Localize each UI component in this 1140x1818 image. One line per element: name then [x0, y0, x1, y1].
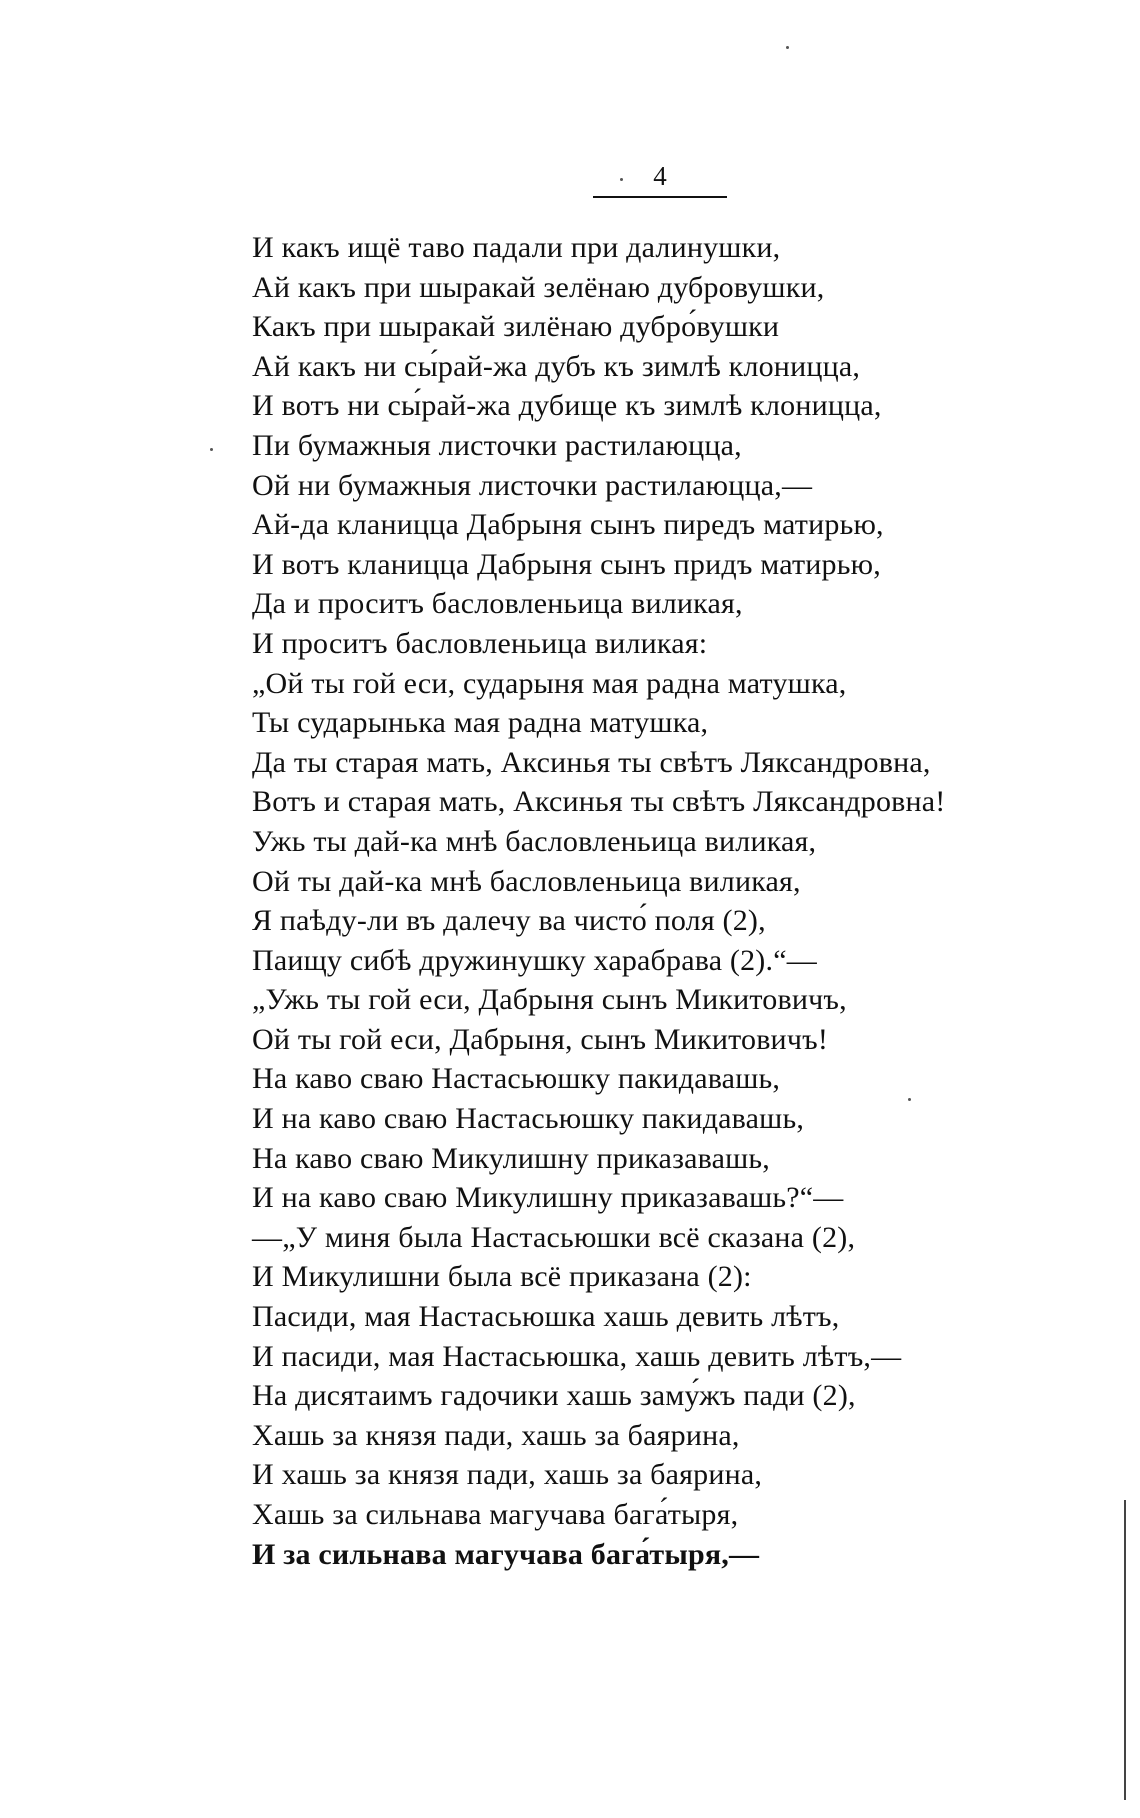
- scan-speck: [908, 1098, 911, 1101]
- verse-line: Паищу сибѣ дружинушку харабрава (2).“—: [252, 943, 817, 977]
- verse-line: Хашь за князя пади, хашь за баярина,: [252, 1418, 740, 1452]
- verse-line: И на каво сваю Микулишну приказавашь?“—: [252, 1181, 844, 1215]
- poem-text: [252, 228, 946, 1574]
- verse-line: Ой ты дай-ка мнѣ басловленьица виликая,: [252, 864, 801, 898]
- verse-line: Вотъ и старая мать, Аксинья ты свѣтъ Ляксандровна!: [252, 785, 946, 819]
- verse-line: И проситъ басловленьица виликая:: [252, 626, 708, 660]
- verse-line: И на каво сваю Настасьюшку пакидавашь,: [252, 1102, 805, 1136]
- verse-line: Ай какъ при шыракай зелёнаю дубровушки,: [252, 270, 825, 304]
- verse-line: Ой ни бумажныя листочки растилаюцца,—: [252, 468, 813, 502]
- page-edge-line: [1124, 1500, 1126, 1800]
- verse-line: Ты сударынька мая радна матушка,: [252, 706, 709, 740]
- verse-line: Да и проситъ басловленьица виликая,: [252, 587, 743, 621]
- verse-line: Ужь ты дай-ка мнѣ басловленьица виликая,: [252, 824, 817, 858]
- verse-line: Ой ты гой еси, Дабрыня, сынъ Микитовичъ!: [252, 1022, 829, 1056]
- verse-line: И за сильнава магучава бага́тыря,—: [252, 1537, 760, 1571]
- verse-line: И Микулишни была всё приказана (2):: [252, 1260, 752, 1294]
- scan-speck: [210, 448, 213, 451]
- verse-line: Какъ при шыракай зилёнаю дубро́вушки: [252, 310, 780, 344]
- verse-line: И вотъ ни сы́рай-жа дубище къ зимлѣ клоницца,: [252, 389, 882, 423]
- page-number-header: [0, 158, 1140, 198]
- verse-line: На каво сваю Микулишну приказавашь,: [252, 1141, 771, 1175]
- scan-speck: [620, 178, 623, 181]
- verse-line: Пасиди, мая Настасьюшка хашь девить лѣтъ,: [252, 1300, 840, 1334]
- verse-line: —„У миня была Настасьюшки всё сказана (2),: [252, 1220, 856, 1254]
- verse-line: И хашь за князя пади, хашь за баярина,: [252, 1458, 763, 1492]
- verse-line: И какъ ищё таво падали при далинушки,: [252, 231, 781, 264]
- verse-line: Пи бумажныя листочки растилаюцца,: [252, 428, 742, 462]
- verse-line: „Ужь ты гой еси, Дабрыня сынъ Микитовичъ,: [252, 983, 847, 1017]
- scan-speck: [786, 46, 789, 49]
- verse-line: Хашь за сильнава магучава бага́тыря,: [252, 1498, 739, 1531]
- verse-line: Я паѣду-ли въ далечу ва чисто́ поля (2),: [252, 904, 766, 938]
- verse-line: И вотъ кланицца Дабрыня сынъ придъ матирью,: [252, 547, 881, 581]
- verse-line: На дисятаимъ гадочики хашь заму́жъ пади (2),: [252, 1379, 856, 1413]
- verse-line: На каво сваю Настасьюшку пакидавашь,: [252, 1062, 781, 1096]
- verse-line: Ай какъ ни сы́рай-жа дубъ къ зимлѣ клоницца,: [252, 349, 861, 383]
- verse-line: И пасиди, мая Настасьюшка, хашь девить лѣтъ,—: [252, 1339, 902, 1373]
- verse-line: Да ты старая мать, Аксинья ты свѣтъ Ляксандровна,: [252, 745, 931, 779]
- verse-line: „Ой ты гой еси, сударыня мая радна матушка,: [252, 666, 847, 700]
- verse-line: Ай-да кланицца Дабрыня сынъ пиредъ матирью,: [252, 508, 884, 542]
- page-number: 4: [593, 158, 727, 198]
